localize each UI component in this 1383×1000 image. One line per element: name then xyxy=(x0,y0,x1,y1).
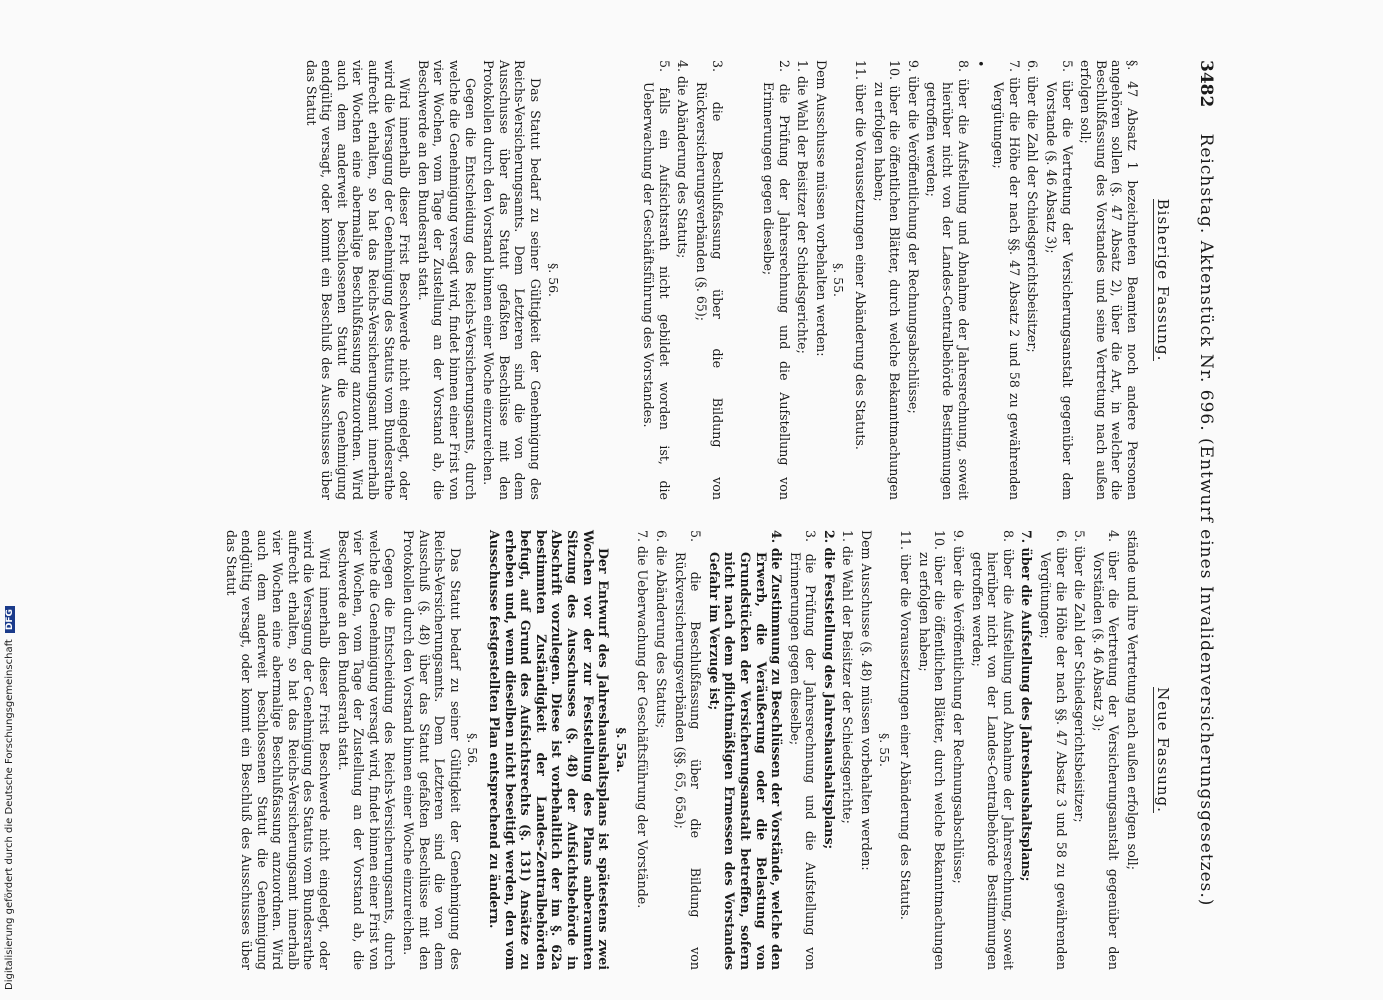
right-55-item: 4. die Zustimmung zu Beschlüssen der Vorstände, welche den Erwerb, die Veräußerung oder die Belastung von Grundstücken der Versicherungsanstalt betreffen, sofern nicht nach dem pflichtmäßigen Ermessen des Vorstandes Gefahr im Verzuge ist; xyxy=(706,530,785,970)
right-list-item: 6. über die Höhe der nach §§. 47 Absatz 3 und 58 zu gewährenden Vergütungen; xyxy=(1038,530,1069,970)
right-section-55-intro: Dem Ausschusse (§. 48) müssen vorbehalten werden: xyxy=(859,530,875,871)
left-column xyxy=(300,60,1140,500)
left-list-item: 8. über die Aufstellung und Abnahme der Jahresrechnung, soweit hierüber nicht von der Landes-Centralbehörde Bestimmungen getroffen werden; xyxy=(924,60,971,500)
left-56-para: Wird innerhalb dieser Frist Beschwerde nicht eingelegt, oder wird die Versagung der Genehmigung des Statuts vom Bundesrathe aufrecht erhalten, so hat das Reichs-Versicherungsamt innerhalb vier Wochen eine abermalige Beschlußfassung anzuordnen. Wird auch dem anderweit beschlossenen Statut die Genehmigung endgültig versagt, oder kommt ein Beschluß des Ausschusses über das Statut xyxy=(303,60,413,500)
left-list-item: 9. über die Veröffentlichung der Rechnungsabschlüsse; xyxy=(905,60,921,414)
right-list-item: 11. über die Voraussetzungen einer Abänderung des Statuts. xyxy=(898,530,914,920)
right-section-55a-title: §. 55a. xyxy=(613,727,629,773)
left-56-para: Gegen die Entscheidung des Reichs-Versicherungsamts, durch welche die Genehmigung versagt wird, findet binnen einer Frist von vier Wochen, vom Tage der Zustellung an der Vorstand ab, die Beschwerde an den Bundesrath statt. xyxy=(415,60,478,500)
left-55-item: 2. die Prüfung der Jahresrechnung und die Aufstellung von Erinnerungen gegen dieselbe; xyxy=(761,60,792,500)
right-list-item: 7. über die Aufstellung des Jahreshaushaltsplans; xyxy=(1019,530,1035,882)
rotated-content xyxy=(80,60,1220,980)
left-56-para: Das Statut bedarf zu seiner Gültigkeit der Genehmigung des Reichs-Versicherungsamts. Dem Letzteren sind die von dem Ausschusse über das Statut gefaßten Beschlüsse mit den Protokollen durch den Vorstand binnen einer Woche einzureichen. xyxy=(481,60,543,500)
dfg-logo: DFG xyxy=(5,606,15,633)
left-list-item: 5. über die Vertretung der Versicherungsanstalt gegenüber dem Vorstande (§. 46 Absatz 3); xyxy=(1044,60,1075,500)
right-list-item: 10. über die öffentlichen Blätter, durch welche Bekanntmachungen zu erfolgen haben; xyxy=(916,530,948,970)
left-bullet: • xyxy=(972,60,988,68)
right-56-para: Das Statut bedarf zu seiner Gültigkeit der Genehmigung des Reichs-Versicherungsamts. Dem Letzteren sind die von dem Ausschuß (§. 48) über das Statut gefaßten Beschlüsse mit den Protokollen durch den Vorstand binnen einer Woche einzureichen. xyxy=(401,530,463,970)
left-list-item: 7. über die Höhe der nach §§. 47 Absatz 2 und 58 zu gewährenden Vergütungen; xyxy=(991,60,1022,500)
left-55-item: 5. falls ein Aufsichtsrath nicht gebildet worden ist, die Ueberwachung der Geschäftsführung des Vorstandes. xyxy=(641,60,672,500)
left-55-item: 3. die Beschlußfassung über die Bildung von Rückversicherungsverbänden (§. 65); xyxy=(693,60,725,500)
left-55-item: 4. die Abänderung des Statuts; xyxy=(675,60,691,259)
right-55-item: 2. die Feststellung des Jahreshaushaltsplans; xyxy=(821,530,837,850)
scanned-page xyxy=(80,60,1220,980)
right-55-item: 7. die Ueberwachung der Geschäftsführung der Vorstände. xyxy=(635,530,651,909)
digitization-footer xyxy=(4,605,18,995)
page-number: 3482 xyxy=(1196,60,1216,108)
right-list-item: 5. über die Zahl der Schiedsgerichtsbeisitzer; xyxy=(1072,530,1088,823)
running-title: Reichstag. Aktenstück Nr. 696. (Entwurf eines Invalidenversicherungsgesetzes.) xyxy=(1196,133,1216,907)
right-55-item: 1. die Wahl der Beisitzer der Schiedsgerichte; xyxy=(840,530,856,824)
right-section-55a-text: Der Entwurf des Jahreshaushaltsplans ist spätestens zwei Wochen vor der zur Feststellung des Plans anberaumten Sitzung des Ausschusses (§. 48) der Aufsichtsbehörde in Abschrift vorzulegen. Diese ist vorbehaltlich der im §. 62a bestimmten Zuständigkeit der Landes-Zentralbehörden befugt, auf Grund des Aufsichtsrechts (§. 131) Ansätze zu erheben und, wenn dieselben nicht beseitigt werden, den vom Ausschusse festgestellten Plan entsprechend zu ändern. xyxy=(487,530,612,970)
footer-text: Digitalisierung gefördert durch die Deutsche Forschungsgemeinschaft xyxy=(4,639,15,990)
right-section-55-title: §. 55. xyxy=(876,732,892,768)
right-para: stände und ihre Vertretung nach außen erfolgen soll; xyxy=(1125,530,1140,870)
page-header xyxy=(1186,60,1220,980)
left-list-item: 6. über die Zahl der Schiedsgerichtsbeisitzer; xyxy=(1025,60,1041,353)
right-section-56-title: §. 56. xyxy=(465,732,481,768)
right-list-item: 9. über die Veröffentlichung der Rechnungsabschlüsse; xyxy=(951,530,967,884)
right-list-item: 8. über die Aufstellung und Abnahme der Jahresrechnung, soweit hierüber nicht von der Landes-Centralbehörde Bestimmungen getroffen werden; xyxy=(969,530,1016,970)
right-column-heading: Neue Fassung. xyxy=(1154,687,1172,813)
right-list-item: 4. über die Vertretung der Versicherungsanstalt gegenüber den Vorständen (§. 46 Absatz 3); xyxy=(1090,530,1122,970)
right-column xyxy=(220,530,1140,970)
left-para: §. 47 Absatz 1 bezeichneten Beamten noch andere Personen angehören sollen (§. 47 Absatz 2), über die Art, in welcher die Beschlußfassung des Vorstandes und seine Vertretung nach außen erfolgen soll; xyxy=(1078,60,1140,500)
right-56-para: Gegen die Entscheidung des Reichs-Versicherungsamts, durch welche die Genehmigung versagt wird, findet binnen einer Frist von vier Wochen, vom Tage der Zustellung an der Vorstand ab, die Beschwerde an den Bundesrath statt. xyxy=(335,530,398,970)
left-section-55-title: §. 55. xyxy=(831,262,847,298)
left-list-item: 11. über die Voraussetzungen einer Abänderung des Statuts. xyxy=(853,60,869,450)
right-56-para: Wird innerhalb dieser Frist Beschwerde nicht eingelegt, oder wird die Versagung der Genehmigung des Statuts vom Bundesrathe aufrecht erhalten, so hat das Reichs-Versicherungsamt innerhalb vier Wochen eine abermalige Beschlußfassung anzuordnen. Wird auch dem anderweit beschlossenen Statut die Genehmigung endgültig versagt, oder kommt ein Beschluß des Ausschusses über das Statut xyxy=(223,530,333,970)
left-55-item: 1. die Wahl der Beisitzer der Schiedsgerichte; xyxy=(795,60,811,354)
left-section-55-intro: Dem Ausschusse müssen vorbehalten werden: xyxy=(813,60,829,357)
left-list-item: 10. über die öffentlichen Blätter, durch welche Bekanntmachungen zu erfolgen haben; xyxy=(871,60,903,500)
right-55-item: 5. die Beschlußfassung über die Bildung von Rückversicherungsverbänden (§§. 65, 65a); xyxy=(672,530,704,970)
right-55-item: 3. die Prüfung der Jahresrechnung und die Aufstellung von Erinnerungen gegen dieselbe; xyxy=(787,530,819,970)
left-section-56-title: §. 56. xyxy=(545,262,561,298)
right-55-item: 6. die Abänderung des Statuts; xyxy=(653,530,669,729)
left-column-heading: Bisherige Fassung. xyxy=(1154,198,1172,362)
